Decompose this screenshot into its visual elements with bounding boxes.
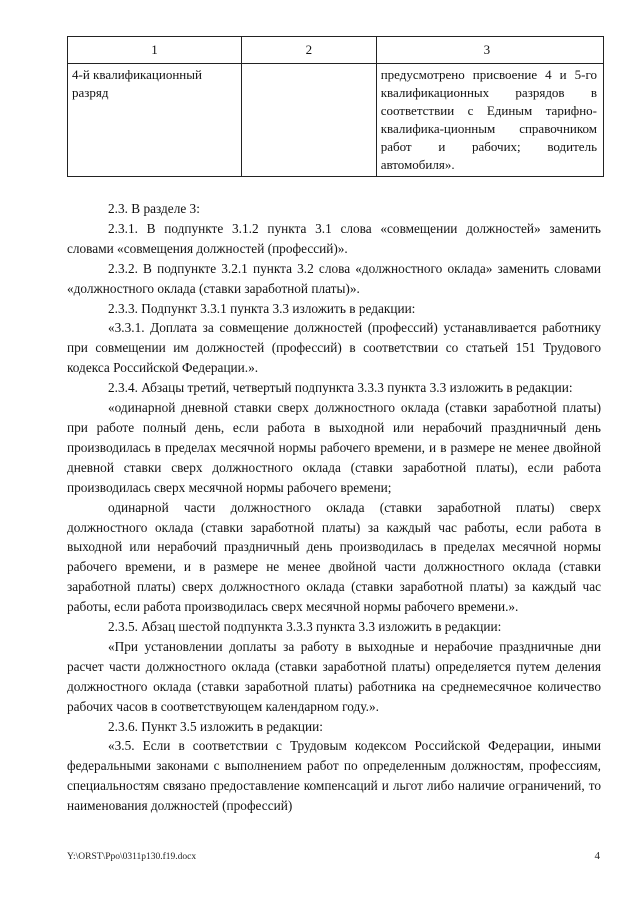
paragraph: «одинарной дневной ставки сверх должностного оклада (ставки заработной платы) при работе полный день, если работа в выходной или нерабочий праздничный день производилась в пределах месячной нормы рабочего времени, и в размере не менее двойной дневной ставки сверх должностного оклада (ставки заработной платы), если работа производилась сверх месячной нормы рабочего времени; [67,400,601,495]
footer-file-path: Y:\ORST\Ppo\0311p130.f19.docx [67,852,197,862]
table-row [68,64,604,177]
paragraph: «3.3.1. Доплата за совмещение должностей (профессий) устанавливается работнику при совмещении им должностей (профессий) в соответствии со статьей 151 Трудового кодекса Российской Федерации.». [67,320,601,376]
paragraph: 2.3.6. Пункт 3.5 изложить в редакции: [108,718,323,734]
table-cell-description: предусмотрено присвоение 4 и 5-го квалификационных разрядов в соответствии с Единым тарифно-квалифика-ционным справочником работ и рабочих; водитель автомобиля». [376,64,603,177]
table-header-cell: 3 [376,37,603,64]
paragraph: 2.3.5. Абзац шестой подпункта 3.3.3 пункта 3.3 изложить в редакции: [108,619,502,635]
table-header-cell: 2 [242,37,377,64]
paragraph: 2.3.3. Подпункт 3.3.1 пункта 3.3 изложить в редакции: [108,300,416,316]
document-body [67,199,601,816]
paragraph: 2.3. В разделе 3: [108,201,200,216]
paragraph: одинарной части должностного оклада (ставки заработной платы) сверх должностного оклада (ставки заработной платы) за каждый час работы, если работа в выходной или нерабочий праздничный день производилась в пределах месячной нормы рабочего времени, и в размере не менее двойной части должностного оклада (ставки заработной платы) сверх должностного оклада (ставки заработной платы) за каждый час работы, если работа производилась сверх месячной нормы рабочего времени.». [67,499,601,615]
table-cell-grade: 4-й квалификационный разряд [68,64,242,177]
paragraph: 2.3.2. В подпункте 3.2.1 пункта 3.2 слова «должностного оклада» заменить словами «должностного оклада (ставки заработной платы)». [67,260,601,296]
paragraph: 2.3.4. Абзацы третий, четвертый подпункта 3.3.3 пункта 3.3 изложить в редакции: [108,380,573,396]
paragraph: «При установлении доплаты за работу в выходные и нерабочие праздничные дни расчет части должностного оклада (ставки заработной платы) определяется путем деления должностного оклада (ставки заработной платы) работника на среднемесячное количество рабочих часов в соответствующем календарном году.». [67,638,601,714]
table-header-row [68,37,604,64]
table-cell-empty [242,64,377,177]
table-header-cell: 1 [68,37,242,64]
page-number: 4 [594,850,600,862]
paragraph: 2.3.1. В подпункте 3.1.2 пункта 3.1 слова «совмещении должностей» заменить словами «совмещения должностей (профессий)». [67,220,601,256]
continuation-table [67,36,604,177]
paragraph: «3.5. Если в соответствии с Трудовым кодексом Российской Федерации, иными федеральными законами с выполнением работ по определенным должностям, профессиям, специальностям связано предоставление компенсаций и льгот либо наличие ограничений, то наименования должностей (профессий) [67,738,601,814]
